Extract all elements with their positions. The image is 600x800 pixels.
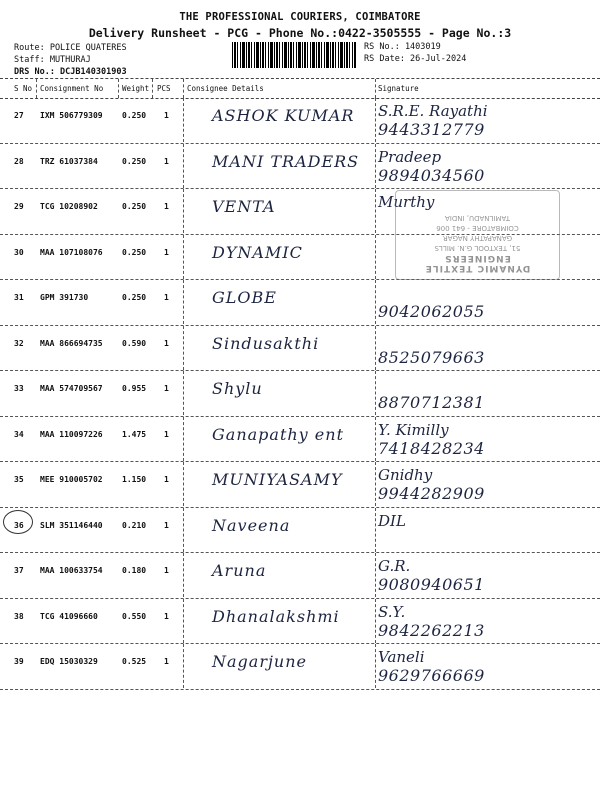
consignee-name: Naveena [212,515,291,535]
signature-phone: 8870712381 [378,393,485,412]
consignment-cell: EDQ 15030329 [40,657,98,666]
consignee-name: Sindusakthi [212,333,320,353]
rs-date: RS Date: 26-Jul-2024 [364,54,467,64]
runsheet-title: Delivery Runsheet - PCG - Phone No.:0422-3505555 - Page No.:3 [88,26,512,40]
pcs-cell: 1 [164,156,169,166]
signature-phone: 9944282909 [378,484,485,503]
table-header [0,78,600,99]
consignment-cell: GPM 391730 [40,293,89,302]
signature-cell [378,148,485,185]
sno-cell: 33 [14,384,24,393]
stamp-line-4: TAMILNADU, INDIA [444,214,511,222]
stamp-line-1: 51, TEXTOOL G.N. MILLS [434,244,521,252]
signature-cell [378,421,485,458]
stamp-line-3: COIMBATORE - 641 006 [436,224,519,232]
signature-cell [378,603,485,640]
signature-text: Pradeep [378,147,442,166]
rs-info [364,41,466,65]
weight-cell: 1.475 [122,429,147,439]
sno-cell: 35 [14,475,24,484]
sno-cell: 28 [14,156,24,166]
signature-text: G.R. [378,557,411,575]
consignment-cell: MAA 110097226 [40,429,103,439]
weight-cell: 0.250 [122,202,147,211]
signature-cell [378,375,485,412]
pcs-cell: 1 [164,520,169,530]
weight-cell: 0.250 [122,156,147,166]
table-row [0,508,600,554]
consignee-name: Nagarjune [212,652,308,671]
sno-cell: 39 [14,657,24,666]
consignment-cell: TRZ 61037384 [40,156,98,166]
weight-cell: 0.250 [122,111,147,120]
sno-cell: 27 [14,111,24,120]
weight-cell: 0.250 [122,293,147,302]
pcs-cell: 1 [164,566,169,575]
signature-text: Gnidhy [378,466,433,484]
sno-cell: 34 [14,429,24,439]
signature-text: Y. Kimilly [378,420,449,439]
consignee-name: DYNAMIC [212,242,303,262]
signature-phone: 9894034560 [378,165,485,185]
col-sno: S No [14,84,33,93]
pcs-cell: 1 [164,293,169,302]
signature-text: S.R.E. Rayathi [378,102,488,120]
pcs-cell: 1 [164,338,169,348]
staff-label: Staff: MUTHURAJ [14,55,91,65]
signature-cell [378,284,485,321]
table-row [0,98,600,144]
pcs-cell: 1 [164,111,169,120]
col-signature: Signature [378,84,419,93]
consignee-name: ASHOK KUMAR [212,106,355,125]
stamp-line-2: GANAPATHY NAGAR [442,234,513,242]
table-row [0,144,600,190]
table-row [0,553,600,599]
barcode-image [232,42,356,68]
signature-phone: 8525079663 [378,347,485,367]
weight-cell: 0.180 [122,566,147,575]
consignee-name: MUNIYASAMY [212,470,343,489]
signature-text: Vaneli [378,648,425,666]
consignment-cell: TCG 10208902 [40,202,98,211]
weight-cell: 0.590 [122,338,147,348]
sno-cell: 32 [14,338,24,348]
weight-cell: 0.955 [122,384,147,393]
consignee-name: VENTA [212,197,276,216]
consignment-cell: MAA 100633754 [40,566,103,575]
weight-cell: 0.550 [122,611,147,621]
table-row [0,280,600,326]
consignee-name: Dhanalakshmi [212,606,340,626]
consignment-cell: MEE 910005702 [40,475,103,484]
signature-cell [378,466,485,503]
signature-cell [378,102,488,139]
pcs-cell: 1 [164,611,169,621]
table-row [0,599,600,645]
route-info [14,42,127,78]
table-row [0,371,600,417]
signature-phone: 9042062055 [378,302,485,321]
signature-text: S.Y. [378,602,406,621]
consignment-cell: MAA 107108076 [40,247,103,257]
signature-phone: 9842262213 [378,620,485,640]
sno-cell: 37 [14,566,24,575]
pcs-cell: 1 [164,657,169,666]
circle-mark [3,510,33,534]
consignee-name: Ganapathy ent [212,424,345,444]
signature-text: Murthy [378,193,435,211]
sno-cell: 38 [14,611,24,621]
weight-cell: 0.210 [122,520,147,530]
signature-cell [378,330,485,367]
drs-number: DRS No.: DCJB140301903 [14,67,127,77]
signature-phone: 9080940651 [378,575,485,594]
table-row [0,644,600,690]
signature-cell [378,648,485,685]
stamp-title: DYNAMIC TEXTILE ENGINEERS [424,253,531,273]
company-stamp [395,190,560,280]
signature-phone: 7418428234 [378,438,485,458]
company-name: THE PROFESSIONAL COURIERS, COIMBATORE [179,11,421,23]
pcs-cell: 1 [164,429,169,439]
col-consignment: Consignment No [40,84,104,93]
weight-cell: 1.150 [122,475,147,484]
sno-cell: 31 [14,293,24,302]
consignee-name: Aruna [212,561,267,580]
consignee-name: GLOBE [212,288,277,307]
consignee-name: Shylu [212,379,263,398]
signature-text: DIL [378,511,406,530]
consignment-cell: IXM 506779309 [40,111,103,120]
route-label: Route: POLICE QUATERES [14,43,127,53]
consignment-cell: TCG 41096660 [40,611,98,621]
col-consignee: Consignee Details [187,84,264,93]
table-row [0,462,600,508]
weight-cell: 0.525 [122,657,147,666]
weight-cell: 0.250 [122,247,147,257]
sno-cell: 29 [14,202,24,211]
pcs-cell: 1 [164,247,169,257]
table-row [0,326,600,372]
rs-number: RS No.: 1403019 [364,42,441,52]
col-weight: Weight [122,84,150,93]
signature-cell [378,557,485,594]
pcs-cell: 1 [164,475,169,484]
sno-cell: 30 [14,247,24,257]
sno-cell: 36 [14,520,24,530]
consignee-name: MANI TRADERS [212,151,360,171]
signature-phone: 9629766669 [378,666,485,685]
signature-phone: 9443312779 [378,120,485,139]
pcs-cell: 1 [164,384,169,393]
table-row [0,417,600,463]
consignment-cell: SLM 351146440 [40,520,103,530]
pcs-cell: 1 [164,202,169,211]
consignment-cell: MAA 866694735 [40,338,103,348]
signature-cell [378,512,406,530]
col-pcs: PCS [157,84,171,93]
consignment-cell: MAA 574709567 [40,384,103,393]
